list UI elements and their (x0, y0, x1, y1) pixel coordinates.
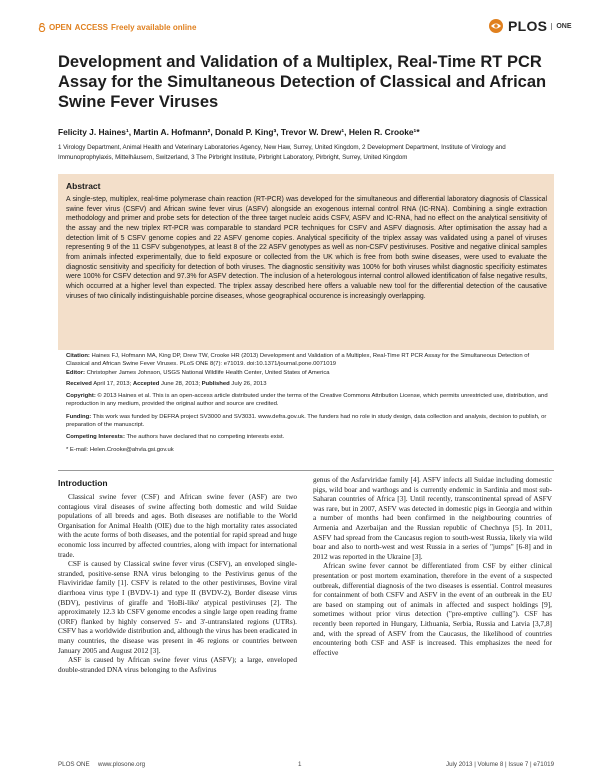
published-date: July 26, 2013 (231, 381, 267, 387)
abstract-heading: Abstract (66, 181, 101, 191)
editor-label: Editor: (66, 370, 85, 376)
affiliations: 1 Virology Department, Animal Health and Veterinary Laboratories Agency, New Haw, Surrey, United Kingdom, 2 Development Department, Institute of Virology and Immunoprophylaxis, Mittelhäusern, Switzerland, 3 The Pirbright Institute, Pirbright Laboratory, Pirbright, Surrey, United Kingdom (58, 144, 506, 161)
footer-issue: July 2013 | Volume 8 | Issue 7 | e71019 (446, 761, 555, 768)
funding-text: This work was funded by DEFRA project SV3000 and SV3031. www.defra.gov.uk. The funders had no role in study design, data collection and analysis, decision to publish, or preparation of the manuscript. (66, 414, 547, 428)
abstract-text: A single-step, multiplex, real-time polymerase chain reaction (RT-PCR) was developed for the simultaneous and differential laboratory diagnosis of Classical swine fever virus (CSFV) and African swine fever virus (ASFV) alongside an exogenous internal control RNA (IC-RNA). Combining a single extraction methodology and primer and probe sets for detection of the three target nucleic acids CSFV, ASFV and IC-RNA, had no effect on the analytical sensitivity of the assay and the new triplex RT-PCR was comparable to standard PCR techniques for CSFV and ASFV diagnosis. After optimisation the assay had a detection limit of 5 CSFV genome copies and 22 ASFV genome copies. Analytical specificity of the triplex assay was validated using a panel of viruses representing 9 of the 11 CSFV subgenotypes, at least 8 of the 22 ASFV genotypes as well as non-CSFV pestiviruses. Positive and negative clinical samples from animals infected experimentally, due to field exposure or collected from the UK which is free from both swine diseases, were used to evaluate the diagnostic sensitivity and specificity for detection of both viruses. The diagnostic sensitivity was 100% for both viruses whilst diagnostic specificity estimates were 100% for CSFV detection and 97.3% for ASFV detection. The inclusion of a heterologous internal control allowed identification of false negative results, which occurred at a higher level than expected. The triplex assay described here offers a valuable new tool for the differential detection of the causative viruses of two clinically indistinguishable porcine diseases, whose geographical occurence is increasingly overlapping. (66, 196, 547, 300)
funding (66, 414, 554, 429)
editor (66, 370, 554, 378)
copyright-label: Copyright: (66, 393, 96, 399)
paragraph: CSF is caused by Classical swine fever virus (CSFV), an enveloped single-stranded, positive-sense RNA virus belonging to the Pestivirus genus of the Flaviviridae family [1]. CSFV is related to the other pestiviruses, Bovine viral diarrhoea virus type I (BVDV-1) and type II (BVDV-2), Border disease virus (BDV), pestivirus of giraffe and 'HoBi-like' atypical pestiviruses [2]. The approximately 12.3 kb CSFV genome encodes a single large open reading frame (ORF) flanked by highly conserved 5'- and 3'-untranslated regions (UTRs). CSFV has a worldwide distribution and, although the virus has been eradicated in many countries, the disease was present in 46 regions or countries between January 2005 and August 2012 [3]. (58, 559, 297, 655)
paragraph: African swine fever cannot be differentiated from CSF by either clinical presentation or post mortem examination, therefore in the event of a suspected outbreak, differential diagnosis of the two diseases is essential. Control measures for containment of both CSFV and ASFV in the event of an outbreak in the EU are based on stamping out of animals in affected and suspect holdings [9], sometimes without prior virus detection ("pre-emptive culling"). CSF has recently been reported in Hungary, Lithuania, Serbia, Russia and Latvia [3,7,8] and, with the spread of ASFV from the Caucasus, the likelihood of countries encountering both CSF and ASF is increased. This emphasizes the need for effective (313, 561, 552, 657)
article-title: Development and Validation of a Multiplex, Real-Time RT PCR Assay for the Simultaneous Detection of Classical and African Swine Fever Viruses (58, 53, 547, 111)
intro-column-right (313, 475, 552, 657)
open-lock-icon (38, 23, 46, 32)
plos-wordmark: PLOS (508, 18, 548, 34)
freely-available-label: Freely available online (111, 23, 197, 32)
citation-label: Citation: (66, 353, 90, 359)
competing-interests (66, 434, 554, 442)
citation-text: Haines FJ, Hofmann MA, King DP, Drew TW, Crooke HR (2013) Development and Validation of a Multiplex, Real-Time RT PCR Assay for the Simultaneous Detection of Classical and African Swine Fever Viruses. PLoS ONE 8(7): e71019. doi:10.1371/journal.pone.0071019 (66, 353, 530, 367)
paragraph: genus of the Asfarviridae family [4]. ASFV infects all Suidae including domestic pigs, wild boar and warthogs and is currently endemic in Sardinia and most sub-Saharan countries of Africa [3]. Until recently, transcontinental spread of ASFV was rare, but in 2007, ASFV was detected in domestic pigs in Georgia and within a number of months had been confirmed in the neighbouring countries of Armenia and Azerbaijan and the Russian republic of Chechnya [5]. In 2011, ASFV had spread from the Caucasus region to south-west Russia, likely via wild boar and also to north-west and west Russia in a series of "jumps" [6-8] and in 2012 was reported in the Ukraine [3]. (313, 475, 552, 561)
plos-one-label: ONE (551, 23, 571, 30)
competing-label: Competing Interests: (66, 434, 125, 440)
dates (66, 381, 554, 389)
received-date: April 17, 2013; (93, 381, 132, 387)
author-list: Felicity J. Haines¹, Martin A. Hofmann², Donald P. King³, Trevor W. Drew¹, Helen R. Crooke¹* (58, 127, 420, 137)
footer-site[interactable]: www.plosone.org (98, 761, 146, 768)
open-access-badge (38, 23, 196, 32)
open-label: OPEN (49, 23, 72, 32)
footer-journal: PLOS ONE (58, 761, 90, 768)
citation (66, 353, 554, 368)
accepted-date: June 28, 2013; (161, 381, 200, 387)
editor-text: Christopher James Johnson, USGS National Wildlife Health Center, United States of America (86, 370, 330, 376)
email[interactable]: * E-mail: Helen.Crooke@ahvla.gsi.gov.uk (66, 447, 174, 453)
divider (58, 470, 554, 471)
page-number: 1 (298, 761, 302, 768)
copyright-text: © 2013 Haines et al. This is an open-access article distributed under the terms of the Creative Commons Attribution License, which permits unrestricted use, distribution, and reproduction in any medium, provided the original author and source are credited. (66, 393, 548, 407)
paragraph: Classical swine fever (CSF) and African swine fever (ASF) are two contagious viral diseases of swine affecting both domestic and wild Suidae populations of all breeds and ages. Both diseases are notifiable to the World Organisation for Animal Health (OIE) due to the high mortality rates associated with the acute forms of both diseases, and the potential for rapid spread and huge economic loss incurred by affected countries, along with impact for international trade. (58, 492, 297, 559)
competing-text: The authors have declared that no competing interests exist. (126, 434, 285, 440)
published-label: Published (201, 381, 230, 387)
paragraph: ASF is caused by African swine fever virus (ASFV); a large, enveloped double-stranded DNA virus belonging to the Asfivirus (58, 655, 297, 674)
access-label: ACCESS (74, 23, 109, 32)
introduction-heading: Introduction (58, 478, 108, 488)
received-label: Received (66, 381, 92, 387)
funding-label: Funding: (66, 414, 92, 420)
copyright (66, 393, 554, 408)
accepted-label: Accepted (132, 381, 160, 387)
intro-column-left (58, 492, 297, 674)
plos-logo (488, 18, 572, 34)
plos-globe-icon (488, 18, 504, 34)
